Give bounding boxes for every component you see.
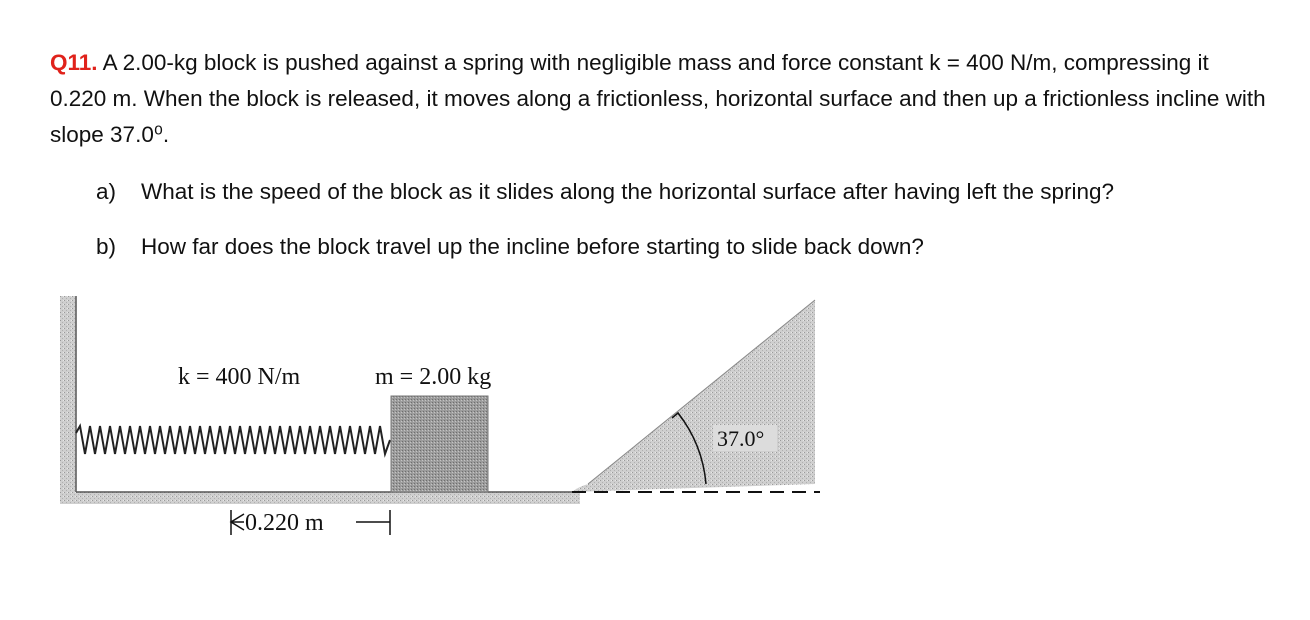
floor	[60, 492, 580, 504]
angle-label: 37.0°	[717, 426, 765, 451]
part-a-letter: a)	[96, 179, 117, 204]
wall	[60, 296, 76, 496]
question-number: Q11.	[50, 50, 98, 75]
compression-label: 0.220 m	[245, 510, 324, 536]
block	[391, 396, 488, 492]
spring-constant-label: k = 400 N/m	[178, 364, 301, 390]
part-a-text: What is the speed of the block as it slides along the horizontal surface after having left the spring?	[141, 179, 1115, 204]
mass-label: m = 2.00 kg	[375, 364, 492, 390]
part-b-letter: b)	[96, 234, 117, 259]
part-b-text: How far does the block travel up the incline before starting to slide back down?	[141, 234, 924, 259]
question-text: A 2.00-kg block is pushed against a spring with negligible mass and force constant k = 400 N/m, compressing it 0.220 m. When the block is released, it moves along a frictionless, horizontal surface and then up a frictionless incline with slope 37.0⁰.	[50, 50, 1266, 147]
spring	[76, 426, 390, 454]
incline-wedge	[572, 300, 815, 492]
